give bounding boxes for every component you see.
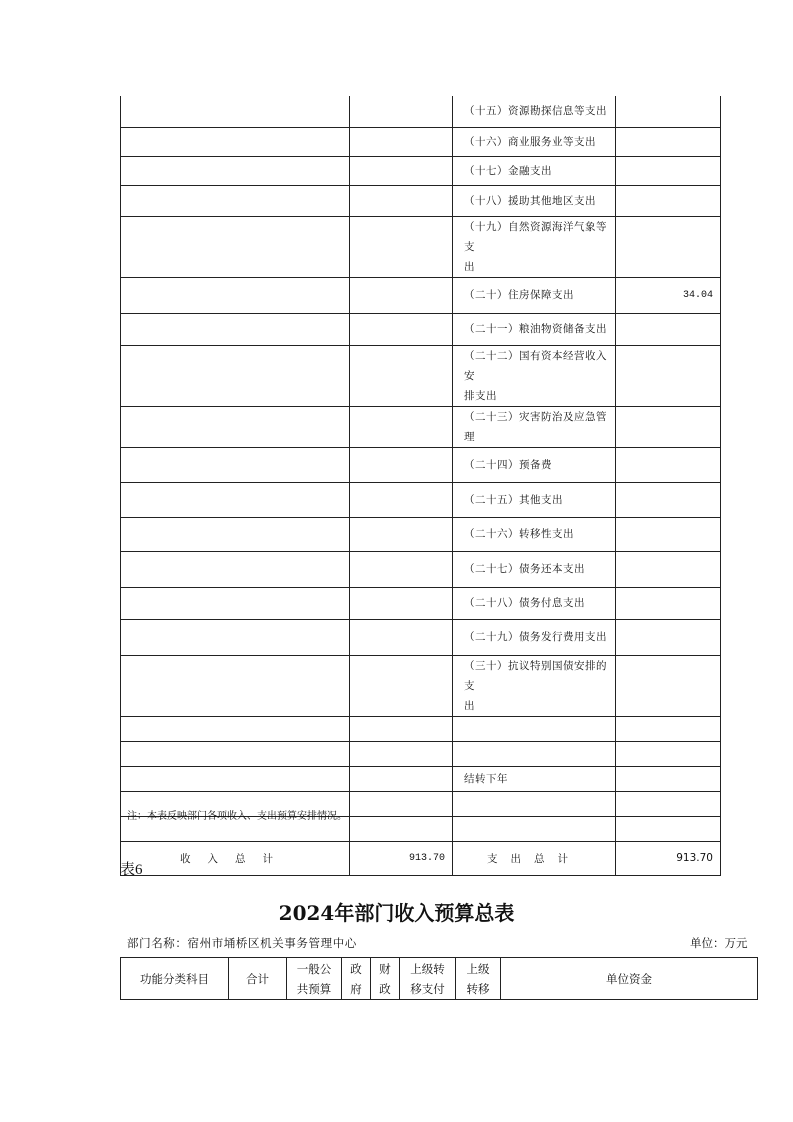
expenditure-item-cell: （十七）金融支出 [453, 156, 616, 185]
header-function-category: 功能分类科目 [121, 958, 229, 1000]
expenditure-amount-cell [616, 156, 721, 185]
income-item-cell [121, 156, 350, 185]
expenditure-amount-cell [616, 345, 721, 406]
table-row [121, 655, 721, 716]
item-line: （二十二）国有资本经营收入安 [464, 349, 607, 382]
item-line: 出 [464, 260, 475, 273]
income-amount-cell [350, 127, 453, 156]
expenditure-amount-cell [616, 216, 721, 277]
table-row [121, 185, 721, 216]
income-item-cell [121, 619, 350, 655]
income-item-cell [121, 96, 350, 127]
income-amount-cell [350, 156, 453, 185]
table-row [121, 277, 721, 313]
expenditure-item-cell: （十八）援助其他地区支出 [453, 185, 616, 216]
table-row [121, 345, 721, 406]
expenditure-amount-cell [616, 313, 721, 345]
expenditure-item-cell: （二十八）债务付息支出 [453, 587, 616, 619]
header-total: 合计 [229, 958, 287, 1000]
income-amount-cell [350, 96, 453, 127]
income-amount-cell [350, 741, 453, 766]
header-superior-transfer-payment: 上级转 移支付 [400, 958, 456, 1000]
expenditure-amount-cell [616, 406, 721, 447]
item-line: 排支出 [464, 389, 497, 402]
table-row [121, 517, 721, 551]
expenditure-item-cell [453, 716, 616, 741]
expenditure-amount-cell [616, 655, 721, 716]
table-row [121, 313, 721, 345]
expenditure-item-cell [453, 791, 616, 816]
expenditure-amount-cell [616, 587, 721, 619]
expenditure-item-cell: （二十四）预备费 [453, 447, 616, 482]
income-total-value: 913.70 [350, 841, 453, 875]
income-amount-cell [350, 185, 453, 216]
department-name: 部门名称：宿州市埇桥区机关事务管理中心 [127, 936, 357, 950]
expenditure-amount-cell [616, 482, 721, 517]
income-item-cell [121, 313, 350, 345]
table-row [121, 482, 721, 517]
expenditure-amount-cell [616, 816, 721, 841]
expenditure-amount-cell: 34.04 [616, 277, 721, 313]
expenditure-amount-cell [616, 791, 721, 816]
expenditure-item-cell: （二十七）债务还本支出 [453, 551, 616, 587]
income-amount-cell [350, 313, 453, 345]
expenditure-item-cell [453, 816, 616, 841]
item-line: （十九）自然资源海洋气象等支 [464, 220, 607, 253]
expenditure-item-cell: （二十九）债务发行费用支出 [453, 619, 616, 655]
income-item-cell [121, 655, 350, 716]
income-amount-cell [350, 587, 453, 619]
totals-row [121, 841, 721, 875]
income-item-cell [121, 447, 350, 482]
income-item-cell [121, 406, 350, 447]
header-unit-funds: 单位资金 [501, 958, 758, 1000]
income-item-cell [121, 127, 350, 156]
income-amount-cell [350, 619, 453, 655]
income-amount-cell [350, 816, 453, 841]
budget-summary-table-continued [120, 96, 721, 876]
table-row [121, 156, 721, 185]
table-row [121, 216, 721, 277]
income-amount-cell [350, 345, 453, 406]
income-total-label: 收入总计 [121, 841, 350, 875]
table-row [121, 587, 721, 619]
expenditure-amount-cell [616, 551, 721, 587]
header-government: 政 府 [342, 958, 371, 1000]
income-item-cell [121, 482, 350, 517]
table-row [121, 619, 721, 655]
revenue-budget-table [120, 957, 758, 1000]
income-amount-cell [350, 517, 453, 551]
income-item-cell [121, 517, 350, 551]
expenditure-item-cell: （二十五）其他支出 [453, 482, 616, 517]
income-amount-cell [350, 447, 453, 482]
expenditure-item-cell: 结转下年 [453, 766, 616, 791]
income-item-cell [121, 185, 350, 216]
income-item-cell [121, 277, 350, 313]
expenditure-item-cell [453, 655, 616, 716]
income-amount-cell [350, 655, 453, 716]
expenditure-item-cell: （十六）商业服务业等支出 [453, 127, 616, 156]
income-item-cell [121, 741, 350, 766]
table-row [121, 406, 721, 447]
income-amount-cell [350, 716, 453, 741]
income-amount-cell [350, 482, 453, 517]
expenditure-amount-cell [616, 96, 721, 127]
expenditure-item-cell [453, 216, 616, 277]
table-row [121, 741, 721, 766]
table-row [121, 551, 721, 587]
income-amount-cell [350, 766, 453, 791]
income-item-cell [121, 551, 350, 587]
table-row [121, 716, 721, 741]
table-row [121, 447, 721, 482]
header-superior-transfer: 上级 转移 [456, 958, 501, 1000]
expenditure-amount-cell [616, 517, 721, 551]
expenditure-amount-cell [616, 185, 721, 216]
table-row [121, 766, 721, 791]
header-general-public-budget: 一般公 共预算 [287, 958, 342, 1000]
table-header-row [121, 958, 758, 1000]
header-finance: 财 政 [371, 958, 400, 1000]
expenditure-amount-cell [616, 766, 721, 791]
expense-total-value: 913.70 [616, 841, 721, 875]
unit-label: 单位：万元 [690, 936, 748, 950]
income-amount-cell [350, 277, 453, 313]
income-item-cell [121, 766, 350, 791]
expenditure-amount-cell [616, 619, 721, 655]
income-amount-cell [350, 551, 453, 587]
expenditure-item-cell: （二十一）粮油物资储备支出 [453, 313, 616, 345]
income-item-cell [121, 716, 350, 741]
item-line: （三十）抗议特别国债安排的支 [464, 659, 607, 692]
expenditure-amount-cell [616, 447, 721, 482]
income-amount-cell [350, 216, 453, 277]
expenditure-item-cell: （二十六）转移性支出 [453, 517, 616, 551]
income-amount-cell [350, 791, 453, 816]
expenditure-item-cell: （二十）住房保障支出 [453, 277, 616, 313]
expenditure-amount-cell [616, 741, 721, 766]
expenditure-item-cell: （十五）资源勘探信息等支出 [453, 96, 616, 127]
table-note: 注：本表反映部门各项收入、支出预算安排情况。 [127, 811, 347, 822]
income-item-cell [121, 587, 350, 619]
table-number: 表6 [120, 862, 143, 878]
expenditure-amount-cell [616, 716, 721, 741]
expense-total-label: 支出总计 [453, 841, 616, 875]
income-item-cell [121, 345, 350, 406]
expenditure-item-cell [453, 741, 616, 766]
page-title: 2024年部门收入预算总表 [278, 901, 515, 925]
expenditure-item-cell [453, 345, 616, 406]
table-row [121, 96, 721, 127]
expenditure-amount-cell [616, 127, 721, 156]
income-item-cell [121, 216, 350, 277]
expenditure-item-cell: （二十三）灾害防治及应急管理 [453, 406, 616, 447]
income-amount-cell [350, 406, 453, 447]
item-line: 出 [464, 699, 475, 712]
table-row [121, 127, 721, 156]
